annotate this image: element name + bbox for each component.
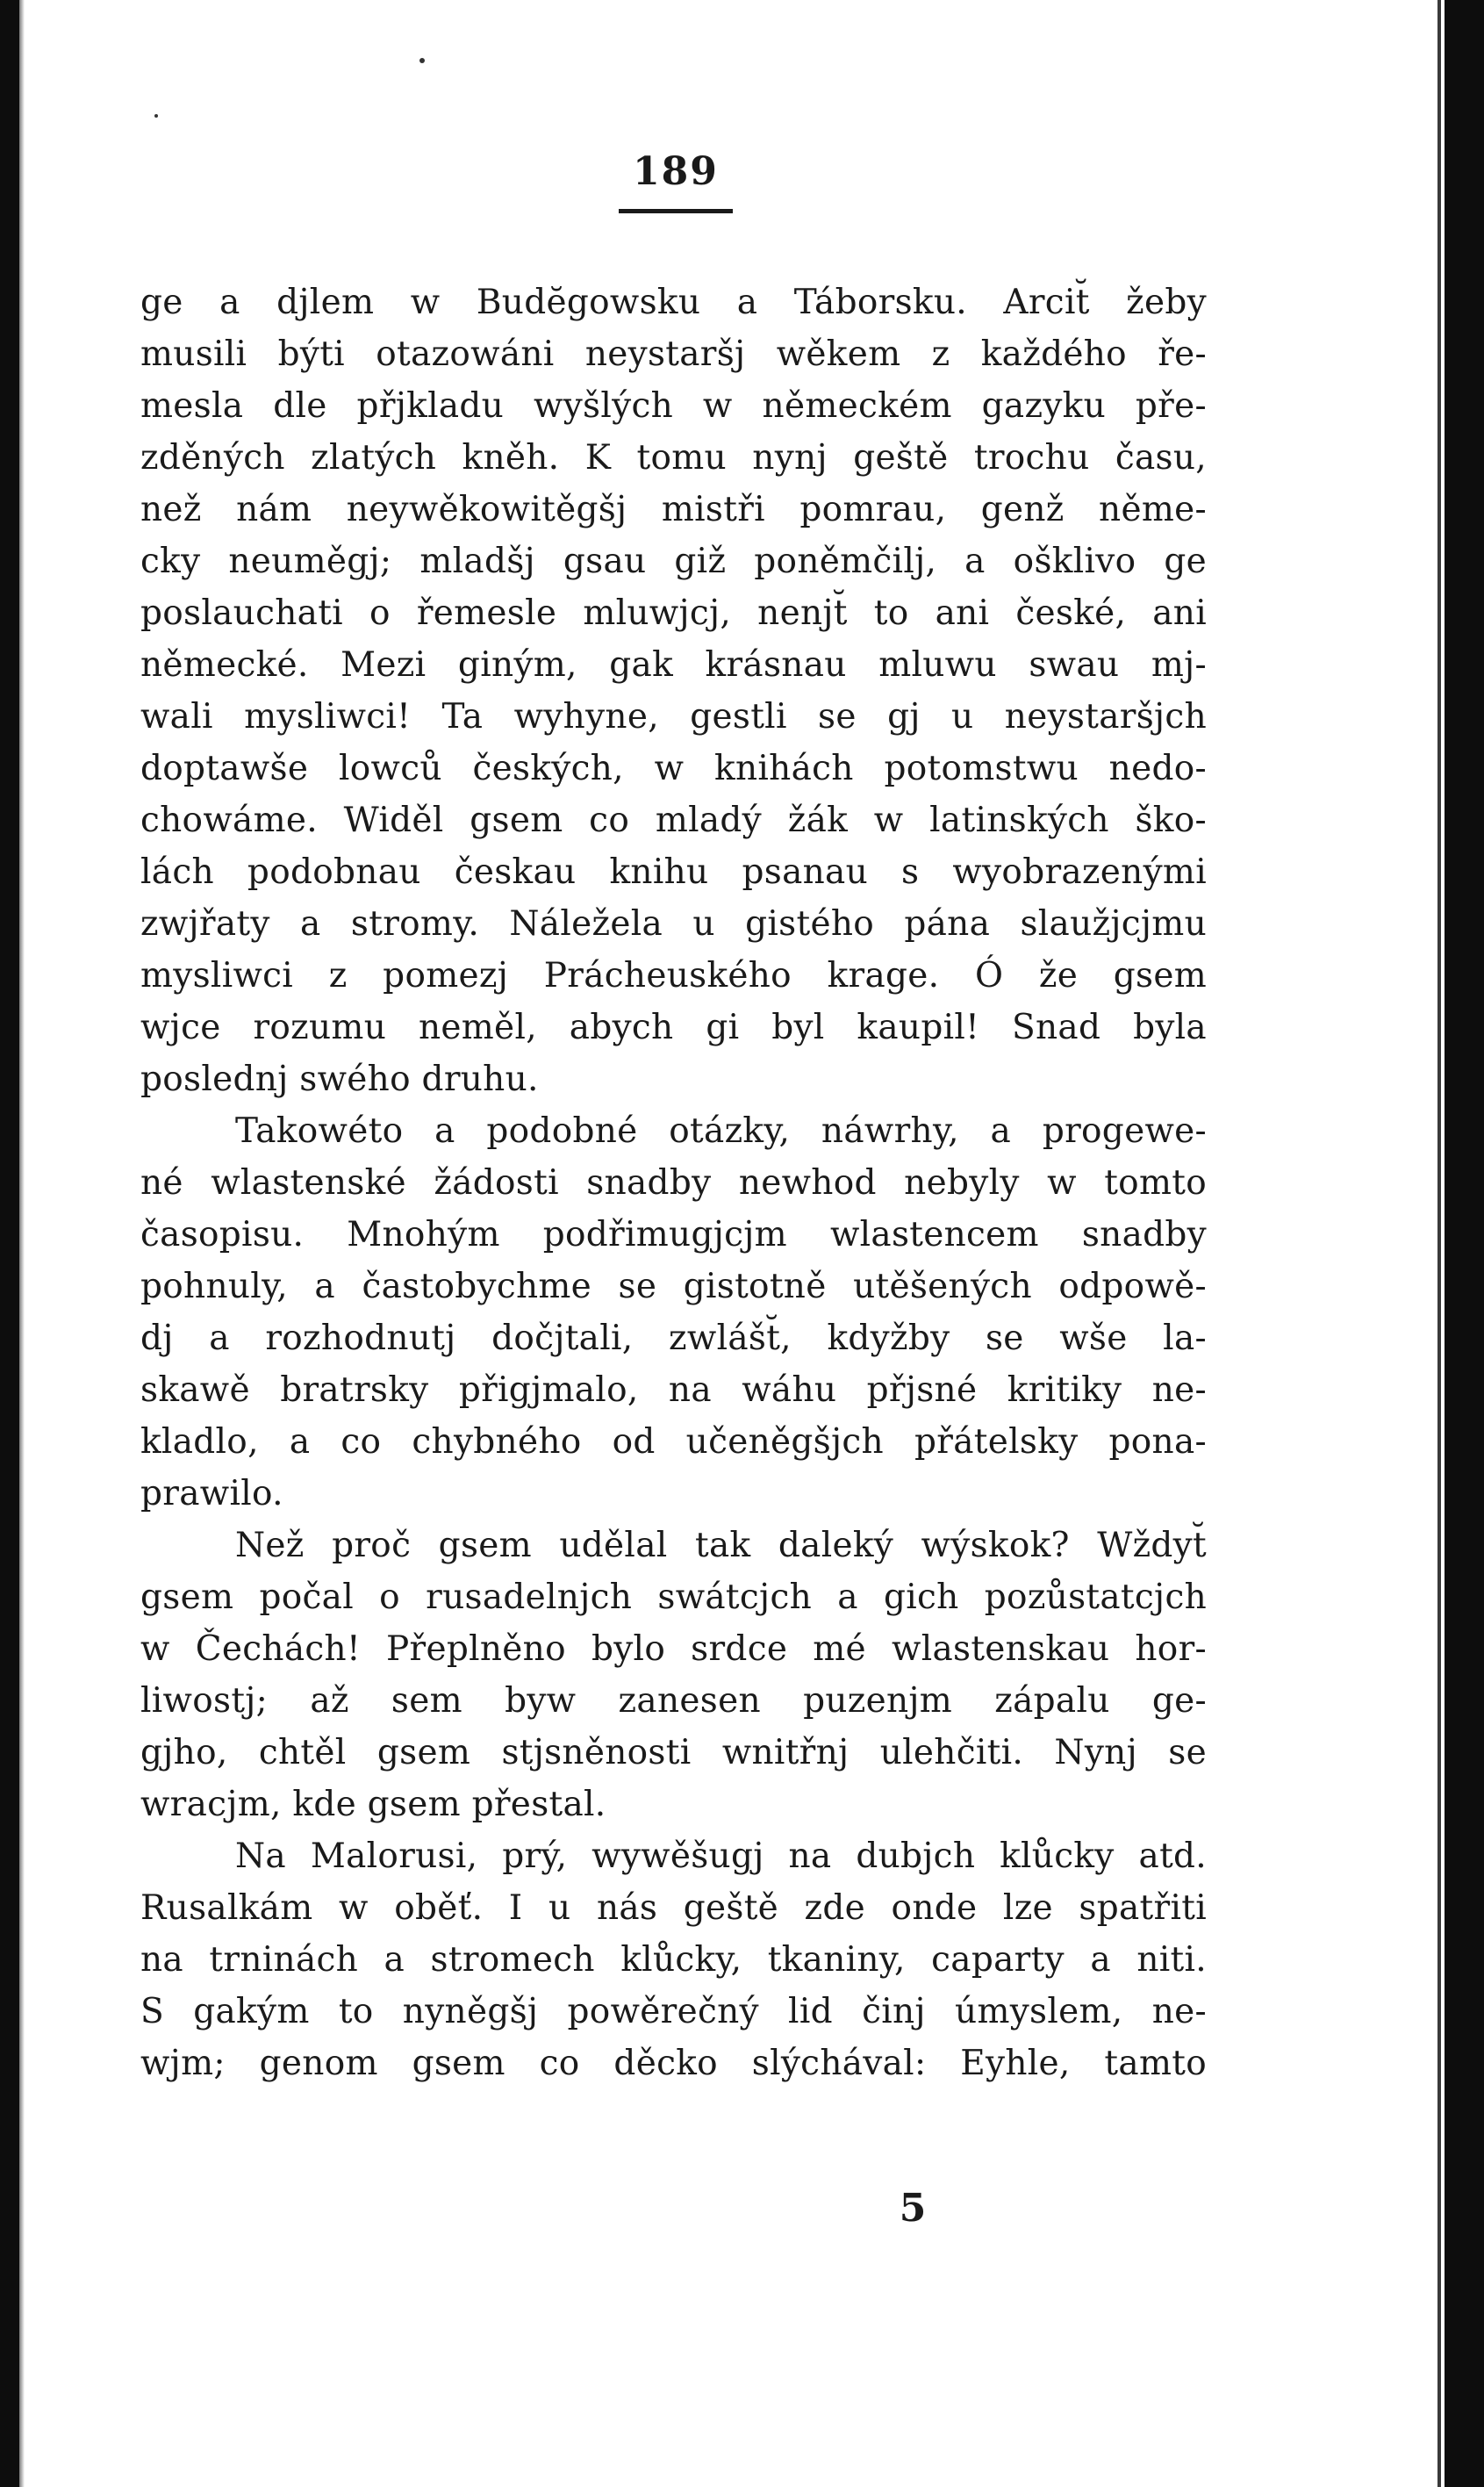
- scan-speck: [154, 114, 158, 118]
- text-line: lách podobnau českau knihu psanau s wyobrazenými: [140, 852, 1207, 892]
- text-line: skawě bratrsky přigjmalo, na wáhu přjsné kritiky ne-: [140, 1370, 1207, 1410]
- text-line: Takowéto a podobné otázky, náwrhy, a progewe-: [235, 1111, 1207, 1151]
- text-line: wracjm, kde gsem přestal.: [140, 1785, 606, 1824]
- text-line: mesla dle přjkladu wyšlých w německém gazyku pře-: [140, 386, 1207, 426]
- text-line: wjm; genom gsem co děcko slýchával: Eyhle, tamto: [140, 2044, 1207, 2083]
- scan-border-right: [1445, 0, 1484, 2487]
- text-line: gsem počal o rusadelnjch swátcjch a gich pozůstatcjch: [140, 1578, 1207, 1617]
- scan-border-left: [0, 0, 19, 2487]
- text-line: prawilo.: [140, 1474, 283, 1513]
- text-line: dj a rozhodnutj dočjtali, zwlášt̆, kdyžby se wše la-: [140, 1319, 1207, 1358]
- signature-mark: 5: [899, 2186, 927, 2231]
- text-line: gjho, chtěl gsem stjsněnosti wnitřnj ulehčiti. Nynj se: [140, 1733, 1207, 1772]
- text-line: zděných zlatých kněh. K tomu nynj geště trochu času,: [140, 438, 1207, 478]
- text-line: liwostj; až sem byw zanesen puzenjm zápalu ge-: [140, 1681, 1207, 1721]
- text-line: chowáme. Widěl gsem co mladý žák w latinských ško-: [140, 801, 1207, 840]
- text-line: w Čechách! Přeplněno bylo srdce mé wlastenskau hor-: [140, 1629, 1207, 1669]
- text-line: zwjřaty a stromy. Náležela u gistého pána slaužjcjmu: [140, 904, 1207, 944]
- text-line: wali mysliwci! Ta wyhyne, gestli se gj u neystaršjch: [140, 697, 1207, 737]
- text-line: ge a djlem w Budĕgowsku a Táborsku. Arcit̆ žeby: [140, 283, 1207, 322]
- text-line: Na Malorusi, prý, wywěšugj na dubjch klůcky atd.: [235, 1836, 1207, 1876]
- text-line: S gakým to nyněgšj powěrečný lid činj úmyslem, ne-: [140, 1992, 1207, 2031]
- text-line: musili býti otazowáni neystaršj wěkem z každého ře-: [140, 334, 1207, 374]
- text-line: doptawše lowců českých, w knihách potomstwu nedo-: [140, 749, 1207, 788]
- text-line: cky neuměgj; mladšj gsau giž poněmčilj, a ošklivo ge: [140, 542, 1207, 581]
- text-line: na trninách a stromech klůcky, tkaniny, caparty a niti.: [140, 1940, 1207, 1980]
- text-line: wjce rozumu neměl, abych gi byl kaupil! Snad byla: [140, 1008, 1207, 1047]
- text-line: pohnuly, a častobychme se gistotně utěšených odpowě-: [140, 1267, 1207, 1306]
- text-line: Rusalkám w oběť. I u nás geště zde onde lze spatřiti: [140, 1888, 1207, 1928]
- text-line: Než proč gsem udělal tak daleký wýskok? Wždyt̆: [235, 1526, 1207, 1565]
- text-line: né wlastenské žádosti snadby newhod nebyly w tomto: [140, 1163, 1207, 1203]
- text-line: mysliwci z pomezj Prácheuského krage. Ó že gsem: [140, 956, 1207, 996]
- page-number: 189: [633, 149, 719, 194]
- text-line: než nám neywěkowitěgšj mistři pomrau, genž něme-: [140, 490, 1207, 529]
- text-line: poslauchati o řemesle mluwjcj, nenjt̆ to ani české, ani: [140, 593, 1207, 633]
- scan-border-right-line: [1437, 0, 1441, 2487]
- body-text: [140, 277, 1207, 2089]
- text-line: časopisu. Mnohým podřimugjcjm wlastencem snadby: [140, 1215, 1207, 1254]
- text-line: kladlo, a co chybného od učeněgšjch přátelsky pona-: [140, 1422, 1207, 1462]
- text-line: německé. Mezi giným, gak krásnau mluwu swau mj-: [140, 645, 1207, 685]
- scan-speck: [419, 58, 425, 63]
- page-number-rule: [619, 209, 733, 213]
- scan-border-left-shadow: [19, 0, 25, 2487]
- text-line: poslednj swého druhu.: [140, 1060, 539, 1099]
